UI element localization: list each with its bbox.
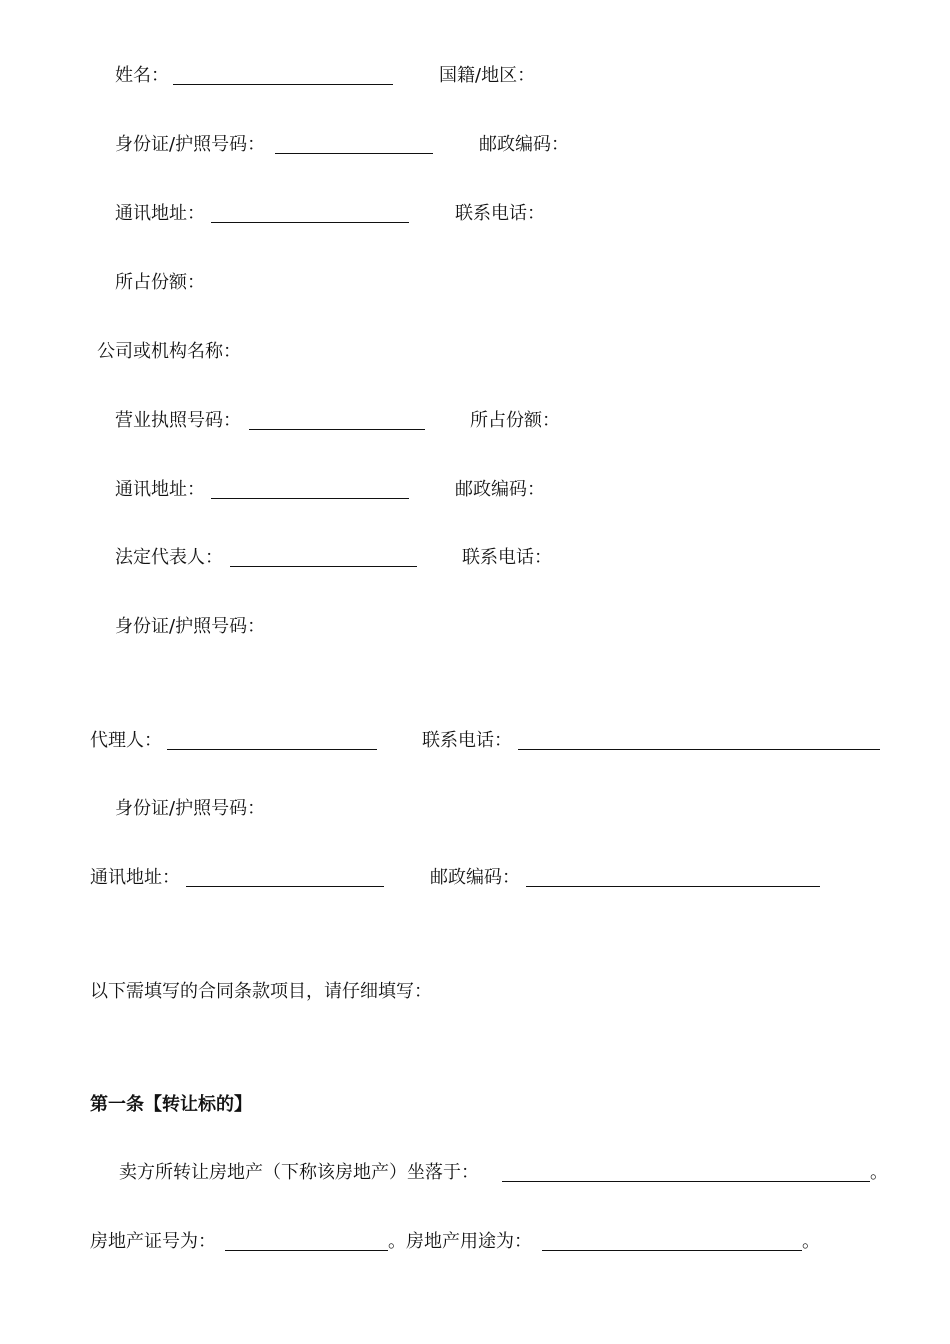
person-address-label: 通讯地址： (115, 203, 205, 224)
agent-row-2 (0, 794, 950, 824)
company-address-label: 通讯地址： (115, 479, 205, 500)
company-row-5 (0, 612, 950, 642)
agent-row-3 (0, 863, 950, 893)
person-row-1 (0, 61, 950, 91)
person-share-label: 所占份额： (115, 272, 205, 293)
article1-cert-end: 。房地产用途为： (388, 1231, 532, 1252)
person-address-field[interactable] (211, 222, 409, 223)
company-name-label: 公司或机构名称： (97, 341, 241, 362)
person-id-label: 身份证/护照号码： (115, 134, 266, 155)
person-row-3 (0, 199, 950, 229)
company-postcode-label: 邮政编码： (455, 479, 545, 500)
agent-address-field[interactable] (186, 886, 384, 887)
article1-location-end: 。 (870, 1162, 888, 1183)
company-license-field[interactable] (249, 429, 425, 430)
agent-postcode-field[interactable] (526, 886, 820, 887)
article1-cert-field[interactable] (225, 1250, 388, 1251)
agent-name-label: 代理人： (90, 730, 162, 751)
article1-title-row (0, 1090, 950, 1120)
person-name-label: 姓名： (115, 65, 169, 86)
article1-title: 第一条【转让标的】 (90, 1094, 252, 1115)
person-row-4 (0, 268, 950, 298)
company-address-field[interactable] (211, 498, 409, 499)
person-nationality-label: 国籍/地区： (439, 65, 536, 86)
article1-location-row (0, 1158, 950, 1188)
company-license-label: 营业执照号码： (115, 410, 241, 431)
agent-postcode-label: 邮政编码： (430, 867, 520, 888)
agent-phone-label: 联系电话： (422, 730, 512, 751)
company-row-3 (0, 475, 950, 505)
agent-name-field[interactable] (167, 749, 377, 750)
person-id-field[interactable] (275, 153, 433, 154)
agent-id-label: 身份证/护照号码： (115, 798, 266, 819)
article1-cert-label: 房地产证号为： (90, 1231, 216, 1252)
person-name-field[interactable] (173, 84, 393, 85)
person-postcode-label: 邮政编码： (479, 134, 569, 155)
article1-location-field[interactable] (502, 1181, 870, 1182)
article1-location-label: 卖方所转让房地产（下称该房地产）坐落于： (119, 1162, 479, 1183)
article1-use-end: 。 (802, 1231, 820, 1252)
agent-address-label: 通讯地址： (90, 867, 180, 888)
person-row-2 (0, 130, 950, 160)
company-row-1 (0, 337, 950, 367)
company-id-label: 身份证/护照号码： (115, 616, 266, 637)
agent-phone-field[interactable] (518, 749, 880, 750)
company-row-2 (0, 406, 950, 436)
article1-use-field[interactable] (542, 1250, 802, 1251)
article1-cert-row (0, 1227, 950, 1257)
company-share-label: 所占份额： (470, 410, 560, 431)
person-phone-label: 联系电话： (455, 203, 545, 224)
company-phone-label: 联系电话： (462, 547, 552, 568)
company-rep-field[interactable] (230, 566, 417, 567)
agent-row-1 (0, 726, 950, 756)
instruction-text: 以下需填写的合同条款项目，请仔细填写： (90, 981, 432, 1002)
company-row-4 (0, 543, 950, 573)
instruction-row (0, 977, 950, 1007)
company-rep-label: 法定代表人： (115, 547, 223, 568)
